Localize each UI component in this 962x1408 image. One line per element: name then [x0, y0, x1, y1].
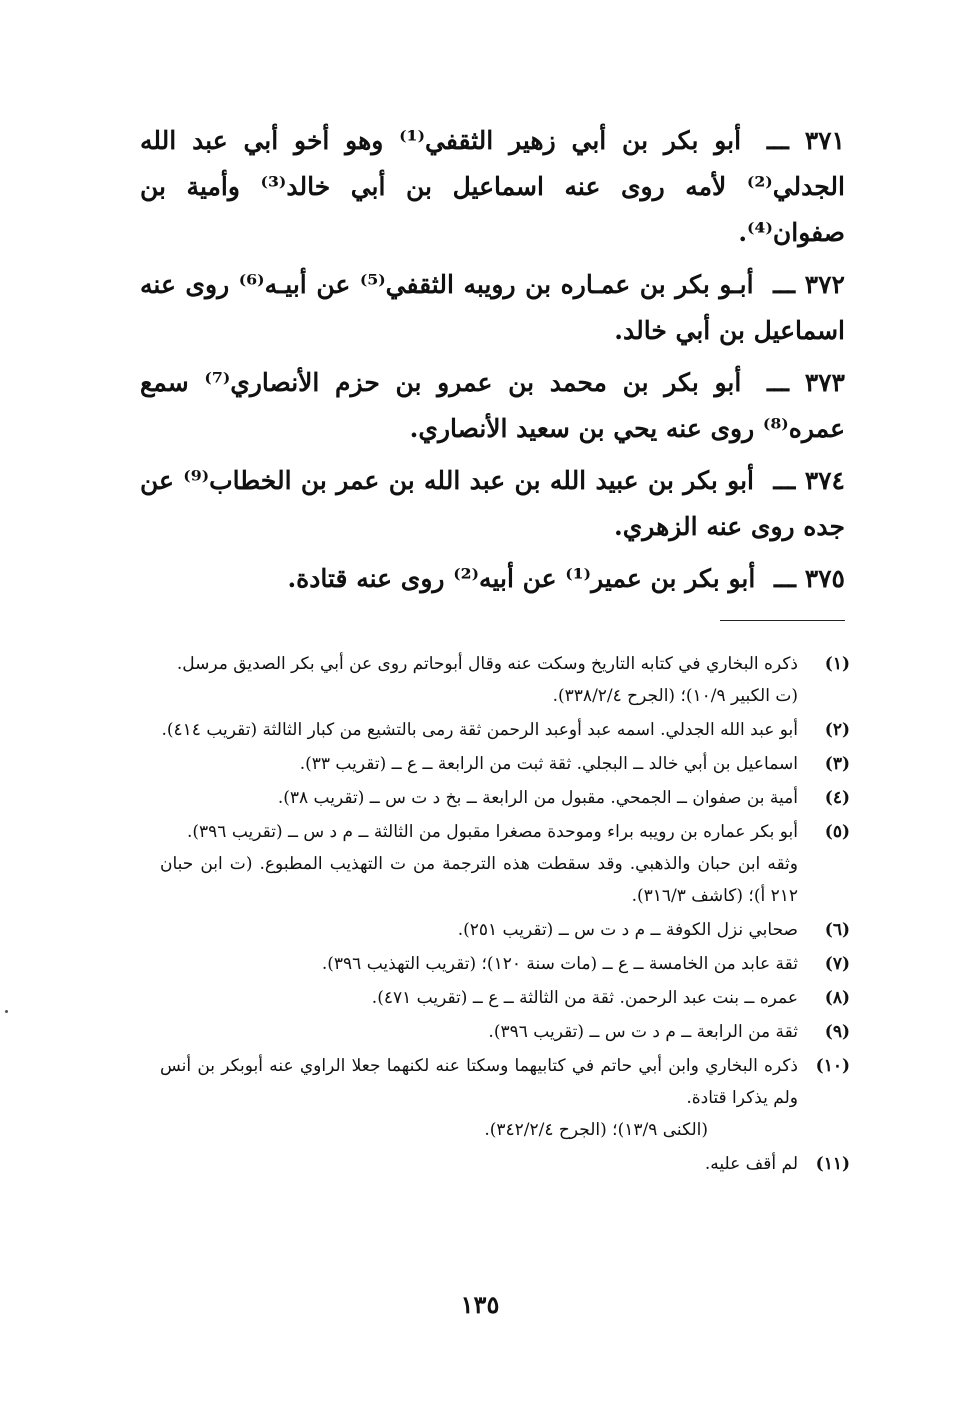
footnote-line: أبو عبد الله الجدلي. اسمه عبد أوعبد الرحمن ثقة رمى بالتشيع من كبار الثالثة (تقريب ٤١٤). [161, 720, 798, 740]
footnote-number: (٥) [824, 822, 850, 842]
footnote-line: ثقة عابد من الخامسة ــ ع ــ (مات سنة ١٢٠)؛ (تقريب التهذيب ٣٩٦). [321, 954, 798, 974]
entry-374 [140, 458, 845, 550]
footnote-6 [160, 914, 850, 946]
entry-372 [140, 262, 845, 354]
footnote-number: (٧) [824, 954, 850, 974]
footnote-number: (٨) [824, 988, 850, 1008]
entry-text: أبو بكر بن أبي زهير الثقفي⁽¹⁾ وهو أخو أبي عبد الله الجدلي⁽²⁾ لأمه روى عنه اسماعيل بن أبي خالد⁽³⁾ وأمية بن صفوان⁽⁴⁾. [140, 126, 845, 247]
footnote-separator [720, 620, 845, 621]
footnote-number: (١٠) [815, 1056, 850, 1076]
footnote-line: وثقه ابن حبان والذهبي. وقد سقطت هذه الترجمة من ت التهذيب المطبوع. (ت ابن حبان ٢١٢ أ)؛ (كاشف ٣١٦/٣). [160, 854, 798, 906]
footnote-number: (٣) [824, 754, 850, 774]
footnote-4 [160, 782, 850, 814]
footnote-10 [160, 1050, 850, 1146]
entry-text: أبو بكر بن عبيد الله بن عبد الله بن عمر بن الخطاب⁽⁹⁾ عن جده روى عنه الزهري. [140, 466, 845, 541]
footnote-2 [160, 714, 850, 746]
footnote-8 [160, 982, 850, 1014]
entry-number: ٣٧٥ ـــ [774, 564, 845, 593]
entry-text: أبو بكر بن محمد بن عمرو بن حزم الأنصاري⁽⁷⁾ سمع عمره⁽⁸⁾ روى عنه يحي بن سعيد الأنصاري. [140, 368, 845, 443]
entry-number: ٣٧١ ـــ [766, 126, 845, 155]
page-number: ١٣٥ [460, 1290, 500, 1319]
footnote-number: (٤) [824, 788, 850, 808]
footnote-line: لم أقف عليه. [704, 1154, 798, 1174]
footnote-line: ذكره البخاري في كتابه التاريخ وسكت عنه وقال أبوحاتم روى عن أبي بكر الصديق مرسل. [176, 654, 798, 674]
footnote-number: (٦) [824, 920, 850, 940]
footnote-line: اسماعيل بن أبي خالد ــ البجلي. ثقة ثبت من الرابعة ــ ع ــ (تقريب ٣٣). [299, 754, 798, 774]
entry-371 [140, 118, 845, 256]
footnote-line: صحابي نزل الكوفة ــ م د ت س ــ (تقريب ٢٥١). [457, 920, 798, 940]
entry-number: ٣٧٤ ـــ [773, 466, 845, 495]
footnote-5 [160, 816, 850, 912]
entry-373 [140, 360, 845, 452]
footnote-number: (١) [824, 654, 850, 674]
footnote-line: أمية بن صفوان ــ الجمحي. مقبول من الرابعة ــ بخ د ت س ــ (تقريب ٣٨). [277, 788, 798, 808]
footnote-line: (الكنى ١٣/٩)؛ (الجرح ٣٤٢/٢/٤). [484, 1120, 708, 1140]
footnote-11 [160, 1148, 850, 1180]
footnote-line: عمره ــ بنت عبد الرحمن. ثقة من الثالثة ــ ع ــ (تقريب ٤٧١). [371, 988, 798, 1008]
entries-section [140, 118, 845, 608]
footnote-line: ثقة من الرابعة ــ م د ت س ــ (تقريب ٣٩٦). [488, 1022, 798, 1042]
entry-text: أبـو بكر بن عمـاره بن رويبه الثقفي⁽⁵⁾ عن أبيـه⁽⁶⁾ روى عنه اسماعيل بن أبي خالد. [140, 270, 845, 345]
scan-speck [5, 1010, 8, 1013]
footnote-line: ذكره البخاري وابن أبي حاتم في كتابيهما وسكتا عنه لكنهما جعلا الراوي عنه أبوبكر بن أنس ولم يذكرا قتادة. [160, 1056, 798, 1108]
entry-number: ٣٧٢ ـــ [773, 270, 845, 299]
entry-375 [140, 556, 845, 602]
footnote-number: (٢) [824, 720, 850, 740]
footnote-3 [160, 748, 850, 780]
footnote-number: (٩) [824, 1022, 850, 1042]
entry-text: أبو بكر بن عمير⁽¹⁾ عن أبيه⁽²⁾ روى عنه قتادة. [287, 564, 756, 593]
footnote-line: (ت الكبير ١٠/٩)؛ (الجرح ٣٣٨/٢/٤). [552, 686, 798, 706]
footnote-number: (١١) [815, 1154, 850, 1174]
entry-number: ٣٧٣ ـــ [767, 368, 845, 397]
footnote-1 [160, 648, 850, 712]
footnotes-section [160, 648, 850, 1182]
footnote-7 [160, 948, 850, 980]
footnote-line: أبو بكر عماره بن رويبه براء وموحدة مصغرا مقبول من الثالثة ــ م د س ــ (تقريب ٣٩٦). [187, 822, 798, 842]
footnote-9 [160, 1016, 850, 1048]
